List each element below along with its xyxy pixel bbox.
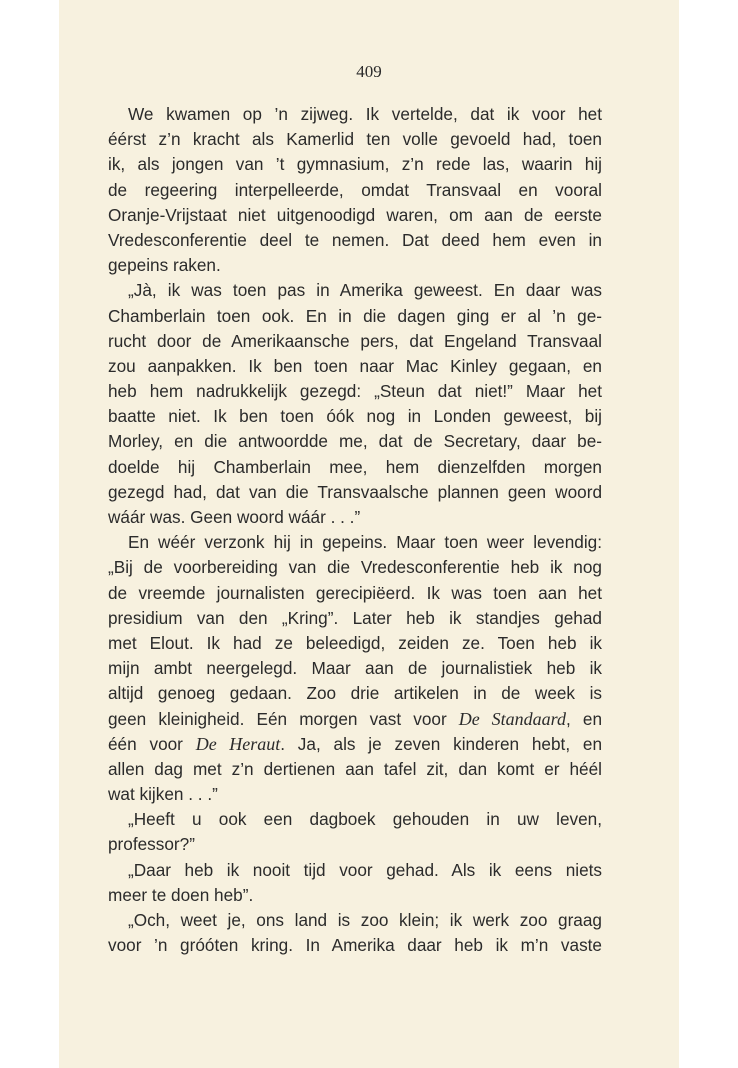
text-line: de vreemde journalisten gerecipiëerd. Ik was toen aan het [108,582,602,603]
text-line: Oranje-Vrijstaat niet uitgenoodigd waren, om aan de eerste [108,204,602,225]
text-line: altijd genoeg gedaan. Zoo drie artikelen in de week is [108,683,602,704]
text-line: zou aanpakken. Ik ben toen naar Mac Kinley gegaan, en [108,355,602,376]
text-line: heb hem nadrukkelijk gezegd: „Steun dat niet!” Maar het [108,381,602,402]
text-line: doelde hij Chamberlain mee, hem dienzelfden morgen [108,456,602,477]
body-text [108,102,602,958]
text-line: En wéér verzonk hij in gepeins. Maar toen weer levendig: [128,532,602,553]
text-line: meer te doen heb”. [108,884,254,905]
text-line: allen dag met z’n dertienen aan tafel zit, dan komt er héél [108,758,602,779]
text-line: ik, als jongen van ’t gymnasium, z’n rede las, waarin hij [108,154,602,175]
text-line: rucht door de Amerikaansche pers, dat Engeland Transvaal [108,330,602,351]
text-line: Vredesconferentie deel te nemen. Dat deed hem even in [108,229,602,250]
publication-title: De Heraut [195,733,281,754]
text-line: één voor De Heraut. Ja, als je zeven kinderen hebt, en [108,733,602,754]
text-line: „Jà, ik was toen pas in Amerika geweest. En daar was [128,280,602,301]
text-line: gepeins raken. [108,255,221,276]
text-line: We kwamen op ’n zijweg. Ik vertelde, dat ik voor het [128,104,602,124]
text-line: geen kleinigheid. Eén morgen vast voor De Standaard, en [108,708,602,729]
text-line: presidium van den „Kring”. Later heb ik standjes gehad [108,607,602,628]
text-line: éérst z’n kracht als Kamerlid ten volle gevoeld had, toen [108,129,602,150]
text-line: Chamberlain toen ook. En in die dagen ging er al ’n ge- [108,305,602,326]
text-line: voor ’n gróóten kring. In Amerika daar heb ik m’n vaste [108,935,602,956]
text-line: „Daar heb ik nooit tijd voor gehad. Als ik eens niets [128,859,602,880]
text-line: „Heeft u ook een dagboek gehouden in uw leven, [128,809,602,830]
text-line: baatte niet. Ik ben toen óók nog in Londen geweest, bij [108,406,602,427]
text-line: wat kijken . . .” [108,784,218,805]
text-line: „Och, weet je, ons land is zoo klein; ik werk zoo graag [128,910,602,930]
text-line: professor?” [108,834,195,855]
publication-title: De Standaard [458,708,566,729]
text-line: „Bij de voorbereiding van die Vredesconferentie heb ik nog [108,557,602,578]
text-line: de regeering interpelleerde, omdat Transvaal en vooral [108,179,602,200]
text-line: Morley, en die antwoordde me, dat de Secretary, daar be- [108,431,602,452]
text-line: gezegd had, dat van die Transvaalsche plannen geen woord [108,481,602,502]
text-line: wáár was. Geen woord wáár . . .” [108,507,361,527]
text-line: mijn ambt neergelegd. Maar aan de journalistiek heb ik [108,658,602,679]
text-line: met Elout. Ik had ze beleedigd, zeiden ze. Toen heb ik [108,632,602,653]
book-page [59,0,679,1068]
page-number: 409 [356,62,382,81]
